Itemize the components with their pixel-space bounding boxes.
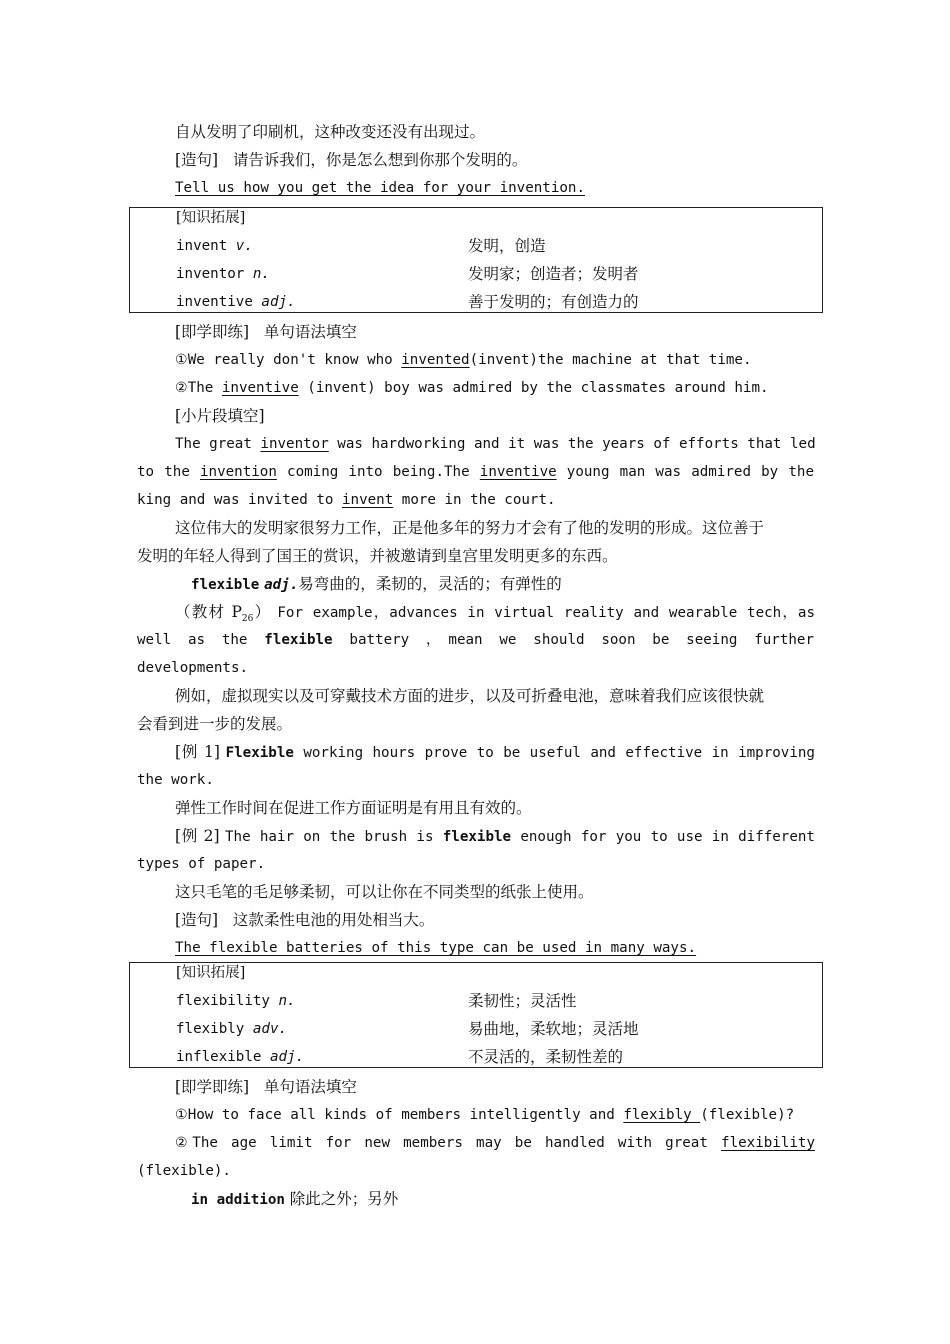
make-sentence-en [175, 934, 815, 962]
example-line: [例 1] Flexible working hours prove to be useful and effective in improving [175, 743, 815, 761]
word: invent v. [176, 238, 253, 254]
answer: flexibly [623, 1107, 701, 1123]
example-label: [例 2] [175, 827, 220, 845]
example-line: types of paper. [137, 856, 266, 872]
headword-line [191, 570, 868, 599]
word: flexibility n. [176, 993, 296, 1009]
word: flexibly adv. [176, 1021, 288, 1037]
word: inventor n. [176, 266, 270, 282]
make-sentence-label: [造句] [175, 911, 219, 929]
bold-word: Flexible [225, 745, 294, 761]
knowledge-box-title: [知识拓展] [176, 210, 246, 226]
make-sentence-cn: 这款柔性电池的用处相当大。 [232, 911, 435, 929]
answer-sentence: Tell us how you get the idea for your invention. [175, 180, 585, 196]
source-line: developments. [137, 660, 249, 676]
fill-paragraph-line: king and was invited to invent more in the court. [137, 492, 556, 508]
meaning: 发明家；创造者；发明者 [468, 265, 639, 283]
example-line: [例 2] The hair on the brush is flexible enough for you to use in different [175, 827, 815, 845]
practice-question: ②The age limit for new members may be handled with great flexibility [175, 1135, 815, 1151]
knowledge-box [129, 207, 823, 313]
headword-meaning: 除此之外；另外 [289, 1190, 399, 1208]
make-sentence-cn: 请告诉我们，你是怎么想到你那个发明的。 [232, 151, 528, 169]
headword: flexible [191, 577, 260, 593]
practice-heading: [即学即练] 单句语法填空 [175, 1078, 357, 1096]
part-of-speech: adj. [264, 577, 299, 593]
practice-question: (flexible). [137, 1163, 231, 1179]
make-sentence-label: [造句] [175, 151, 219, 169]
translation-line: 这位伟大的发明家很努力工作，正是他多年的努力才会有了他的发明的形成。这位善于 [175, 519, 765, 537]
translation-line: 例如，虚拟现实以及可穿戴技术方面的进步，以及可折叠电池，意味着我们应该很快就 [175, 687, 765, 705]
source-label: （教材 $P_{26}$） [175, 603, 272, 625]
example-line: the work. [137, 772, 214, 788]
answer: inventive [221, 380, 299, 396]
answer: invented [401, 352, 470, 368]
headword-line [191, 1185, 868, 1214]
meaning: 发明，创造 [468, 237, 546, 255]
word: inventive adj. [176, 294, 296, 310]
translation-line: 这只毛笔的毛足够柔韧，可以让你在不同类型的纸张上使用。 [175, 883, 594, 901]
answer: flexibility [721, 1135, 815, 1151]
practice-question: ①We really don't know who invented(invent)the machine at that time. [175, 352, 752, 368]
headword: in addition [191, 1192, 285, 1208]
answer: inventive [479, 464, 557, 480]
meaning: 善于发明的；有创造力的 [468, 293, 639, 311]
answer: invention [200, 464, 277, 480]
knowledge-box-title: [知识拓展] [176, 965, 246, 981]
practice-question: ①How to face all kinds of members intelligently and flexibly (flexible)? [175, 1107, 795, 1123]
meaning: 易曲地，柔软地；灵活地 [468, 1020, 639, 1038]
answer: invent [342, 492, 394, 508]
practice-heading: [即学即练] 单句语法填空 [175, 323, 357, 341]
source-line: （教材 $P_{26}$） For example，advances in virtual reality and wearable tech，as [175, 603, 815, 625]
fill-paragraph-label: [小片段填空] [175, 407, 265, 425]
answer-sentence: The flexible batteries of this type can be used in many ways. [175, 940, 697, 956]
answer: inventor [260, 436, 329, 452]
headword-meaning: 易弯曲的，柔韧的，灵活的；有弹性的 [298, 575, 562, 593]
make-sentence-line [175, 146, 815, 174]
example-label: [例 1] [175, 743, 220, 761]
practice-question: ②The inventive (invent) boy was admired by the classmates around him. [175, 380, 769, 396]
fill-paragraph-line: to the invention coming into being.The inventive young man was admired by the [137, 464, 814, 480]
text-line: 自从发明了印刷机，这种改变还没有出现过。 [175, 123, 486, 141]
bold-word: flexible [264, 632, 333, 648]
make-sentence-en [175, 174, 815, 202]
bold-word: flexible [442, 829, 512, 845]
source-line: well as the flexible battery ，mean we should soon be seeing further [137, 632, 814, 648]
knowledge-box [129, 962, 823, 1068]
translation-line: 会看到进一步的发展。 [137, 715, 293, 733]
fill-paragraph-line: The great inventor was hardworking and it was the years of efforts that led [175, 436, 816, 452]
translation-line: 发明的年轻人得到了国王的赏识，并被邀请到皇宫里发明更多的东西。 [137, 547, 618, 565]
translation-line: 弹性工作时间在促进工作方面证明是有用且有效的。 [175, 799, 532, 817]
word: inflexible adj. [176, 1049, 305, 1065]
meaning: 不灵活的，柔韧性差的 [468, 1048, 624, 1066]
meaning: 柔韧性；灵活性 [468, 992, 577, 1010]
make-sentence-line [175, 906, 815, 934]
